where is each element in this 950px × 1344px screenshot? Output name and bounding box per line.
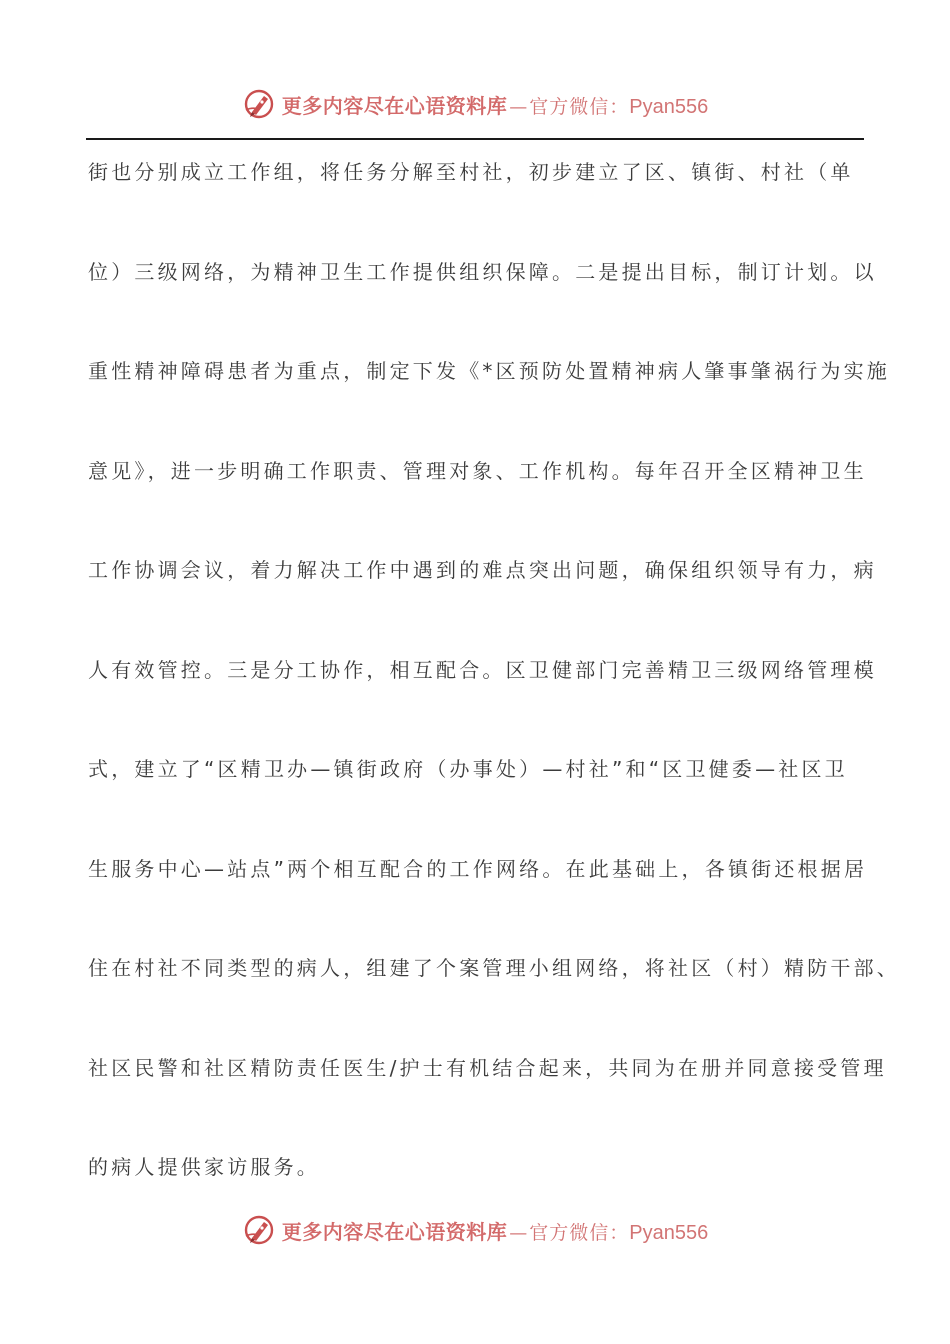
text-line: 街也分别成立工作组，将任务分解至村社，初步建立了区、镇街、村社（单 — [88, 160, 854, 184]
text-line: 式，建立了“区精卫办—镇街政府（办事处）—村社”和“区卫健委—社区卫 — [88, 757, 848, 781]
banner-site-name: 更多内容尽在心语资料库 — [281, 93, 508, 118]
pen-nib-logo-icon — [242, 1213, 276, 1247]
text-line: 工作协调会议，着力解决工作中遇到的难点突出问题，确保组织领导有力，病 — [88, 558, 877, 582]
banner-wechat-id: Pyan556 — [629, 95, 709, 118]
banner-wechat-label: 官方微信： — [529, 1221, 630, 1244]
banner-text — [282, 90, 708, 119]
header-divider — [86, 138, 864, 140]
text-line: 重性精神障碍患者为重点，制定下发《*区预防处置精神病人肇事肇祸行为实施 — [88, 359, 890, 383]
text-line: 位）三级网络，为精神卫生工作提供组织保障。二是提出目标，制订计划。以 — [88, 259, 877, 284]
banner-wechat-label: 官方微信： — [529, 95, 630, 118]
document-body — [88, 148, 900, 1243]
banner-separator: — — [509, 96, 528, 118]
banner-text — [282, 1216, 708, 1245]
banner-separator: — — [509, 1222, 528, 1244]
text-line: 生服务中心—站点”两个相互配合的工作网络。在此基础上，各镇街还根据居 — [88, 856, 868, 881]
footer-banner — [0, 1210, 950, 1250]
text-line: 的病人提供家访服务。 — [88, 1155, 320, 1179]
text-line: 社区民警和社区精防责任医生/护士有机结合起来，共同为在册并同意接受管理 — [88, 1055, 887, 1080]
text-line: 住在村社不同类型的病人，组建了个案管理小组网络，将社区（村）精防干部、 — [88, 956, 900, 980]
banner-site-name: 更多内容尽在心语资料库 — [281, 1219, 508, 1244]
text-line: 人有效管控。三是分工协作，相互配合。区卫健部门完善精卫三级网络管理模 — [88, 657, 877, 682]
pen-nib-logo-icon — [242, 87, 276, 121]
header-banner — [0, 84, 950, 124]
banner-wechat-id: Pyan556 — [629, 1221, 709, 1244]
text-line: 意见》，进一步明确工作职责、管理对象、工作机构。每年召开全区精神卫生 — [88, 458, 867, 483]
